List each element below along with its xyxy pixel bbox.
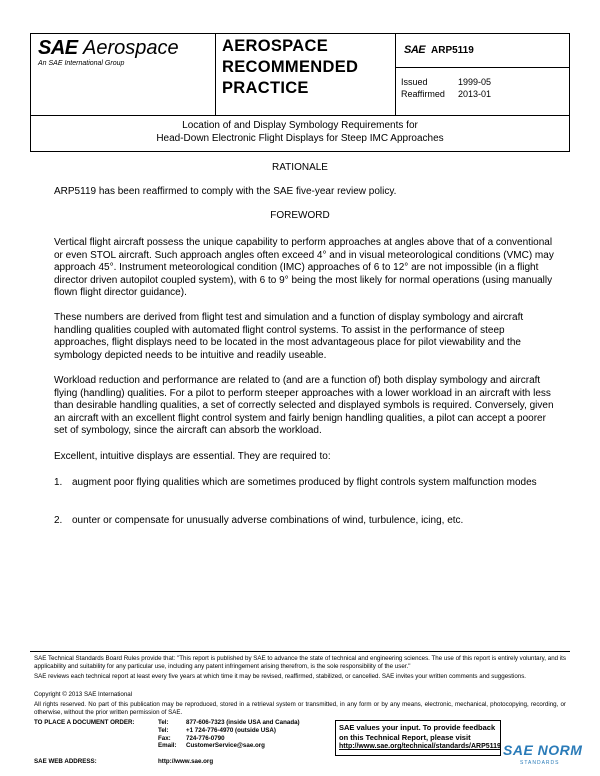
footer-copyright: Copyright © 2013 SAE International <box>34 691 133 698</box>
feedback-link[interactable]: http://www.sae.org/technical/standards/ARP5119 <box>339 743 501 750</box>
stamp-subtext: STANDARDS <box>520 760 560 766</box>
list-item: 2. ounter or compensate for unusually adverse combinations of wind, turbulence, icing, etc. <box>54 515 464 526</box>
web-label: SAE WEB ADDRESS: <box>34 758 97 765</box>
foreword-paragraph: These numbers are derived from flight test and simulation and a function of display symbology and aircraft handling qualities coupled with automated flight control systems. To assist in the performance of steep approaches, flight displays need to be located in the most advantageous place for pilot viewability and the symbology depicted needs to be intuitive and readily useable. <box>54 312 524 361</box>
sae-norm-stamp: SAE NORM <box>503 742 583 758</box>
sae-logo: SAE <box>38 37 78 59</box>
rationale-heading: RATIONALE <box>272 162 328 173</box>
document-title: Location of and Display Symbology Requirements for Head-Down Electronic Flight Displays for Steep IMC Approaches <box>156 120 444 144</box>
order-label: TO PLACE A DOCUMENT ORDER: <box>34 719 135 726</box>
foreword-paragraph: Vertical flight aircraft possess the unique capability to perform approaches at angles above that of a conventional or even STOL aircraft. Such approach angles often exceed 4° and in visual meteorological conditions (VMC) may approach 45°. Instrument meteorological condition (IMC) approaches of 6 to 12° are not impossible (in a flight director driven autopilot coupled system), with 6 to 9° being the most likely for normal operations (using manually flown flight director guidance). <box>54 237 554 298</box>
footer-rights-text: All rights reserved. No part of this publication may be reproduced, stored in a retrieval system or transmitted, in any form or by any means, electronic, mechanical, photocopying, recording, or otherwise, without the prior written permission of SAE. <box>34 701 566 716</box>
header-divider <box>215 33 216 116</box>
sae-small-logo: SAE <box>404 44 426 56</box>
footer-review-text: SAE reviews each technical report at least every five years at which time it may be revised, reaffirmed, stabilized, or cancelled. SAE invites your written comments and suggestions. <box>34 673 527 680</box>
web-address-link[interactable]: http://www.sae.org <box>158 758 214 765</box>
foreword-heading: FOREWORD <box>270 210 330 221</box>
foreword-paragraph: Excellent, intuitive displays are essential. They are required to: <box>54 451 331 462</box>
feedback-box: SAE values your input. To provide feedback on this Technical Report, please visit http://www.sae.org/technical/standards/ARP5119 <box>335 720 501 756</box>
rationale-text: ARP5119 has been reaffirmed to comply with the SAE five-year review policy. <box>54 186 397 197</box>
issue-dates: Issued 1999-05 Reaffirmed 2013-01 <box>401 77 492 99</box>
logo-tagline: An SAE International Group <box>38 60 125 67</box>
header-divider <box>395 33 396 116</box>
email-link[interactable]: CustomerService@sae.org <box>186 742 265 750</box>
list-item: 1. augment poor flying qualities which are sometimes produced by flight controls system malfunction modes <box>54 477 537 488</box>
aerospace-logo-text: Aerospace <box>83 37 179 59</box>
footer-rule <box>30 651 570 652</box>
document-number: ARP5119 <box>431 45 474 56</box>
document-type: AEROSPACE RECOMMENDED PRACTICE <box>222 37 359 97</box>
foreword-paragraph: Workload reduction and performance are related to (and are a function of) both display symbology and aircraft flying (handling) qualities. For a pilot to perform steeper approaches with a lower workload in an aircraft with less than desirable handling qualities, a set of correctly selected and displayed symbols is required. Conversely, given an aircraft with an excellent flight control system and fairly benign handling qualities, a pilot can accept a poorer set of symbology, since the aircraft can absorb the workload. <box>54 375 554 436</box>
header-divider <box>395 67 570 68</box>
order-contacts: Tel: 877-606-7323 (inside USA and Canada) Tel: +1 724-776-4970 (outside USA) Fax: 724-776-0790 Email: CustomerService@sae.org <box>158 719 300 750</box>
footer-rules-text: SAE Technical Standards Board Rules provide that: "This report is published by SAE to advance the state of technical and engineering sciences. The use of this report is entirely voluntary, and its applicability and suitability for any particular use, including any patent infringement arising therefrom, is the sole responsibility of the user." <box>34 655 566 670</box>
